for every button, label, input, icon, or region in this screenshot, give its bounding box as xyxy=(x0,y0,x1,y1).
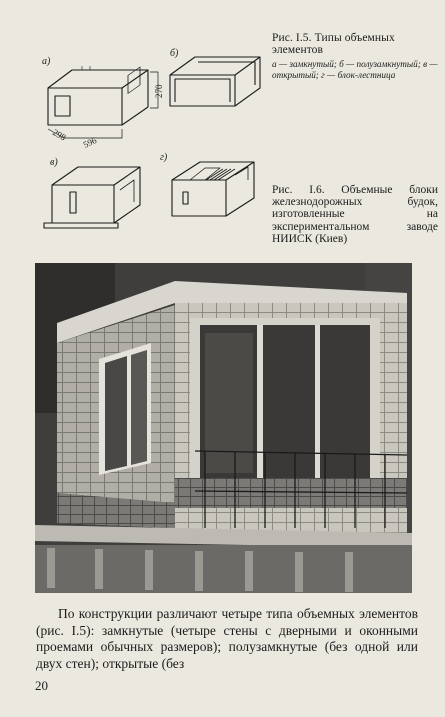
semi-closed-module-drawing xyxy=(170,57,260,106)
dimension-height: 270 xyxy=(154,84,164,98)
dimension-length: 596 xyxy=(81,135,99,150)
panel-label-v: в) xyxy=(50,157,58,168)
panel-label-a: а) xyxy=(42,56,51,67)
figure-1-5-legend: а — замкнутый; б — полузамкнутый; в — открытый; г — блок-лестница xyxy=(272,59,438,80)
figure-1-6-photo xyxy=(35,263,412,593)
open-module-drawing xyxy=(44,167,140,228)
panel-label-b: б) xyxy=(170,48,179,59)
figure-1-5-caption: Рис. I.5. Типы объемных элементов xyxy=(272,32,395,56)
stair-block-drawing xyxy=(172,162,254,216)
page-number: 20 xyxy=(35,678,48,693)
figure-1-5-drawings xyxy=(30,30,270,240)
figure-1-6-caption: Рис. I.6. Объемные блоки железнодорожных будок, изготовленные на экспериментальном заводе НИИСК (Киев) xyxy=(272,184,438,245)
closed-module-drawing xyxy=(48,66,158,138)
body-paragraph: По конструкции различают четыре типа объемных элементов (рис. I.5): замкнутые (четыре стены с дверными и оконными проемами обычных размеров); полузамкнутые (без одной или двух стен); открытые (без xyxy=(36,606,418,671)
panel-label-g: г) xyxy=(160,152,168,163)
dimension-width: 298 xyxy=(51,127,68,143)
